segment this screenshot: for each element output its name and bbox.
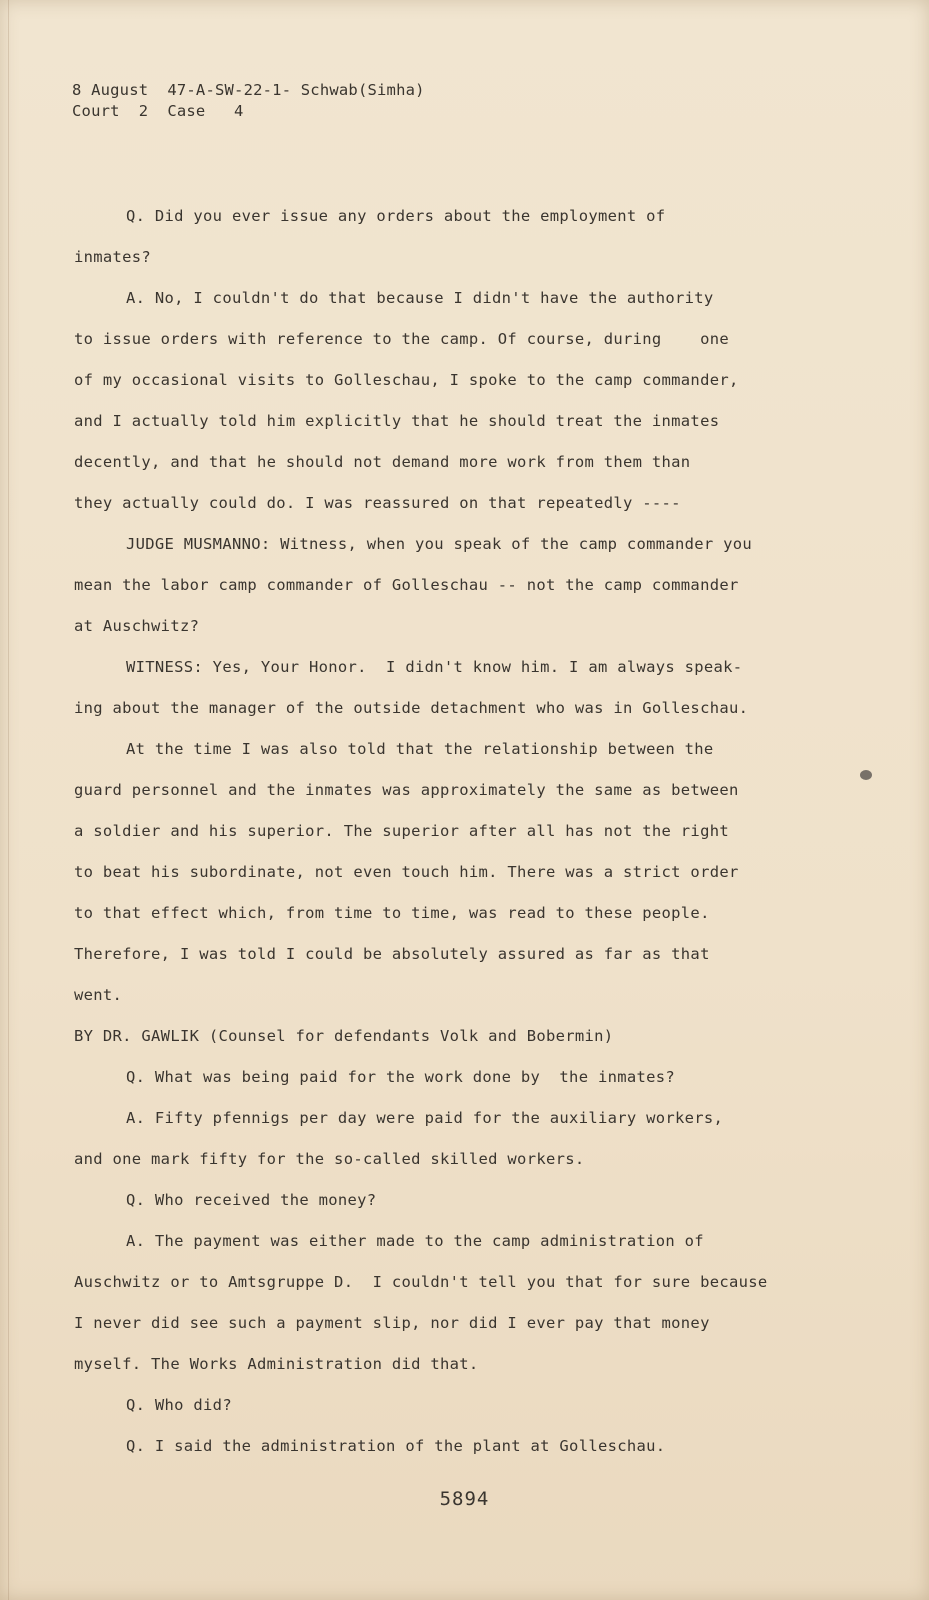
header-date-case-ref: 8 August 47-A-SW-22-1- Schwab(Simha) [72, 81, 425, 99]
transcript-line: mean the labor camp commander of Golleschau -- not the camp commander [74, 576, 739, 594]
transcript-line: ing about the manager of the outside detachment who was in Golleschau. [74, 699, 749, 717]
page-edge-line [8, 0, 9, 1600]
transcript-line: A. The payment was either made to the camp administration of [126, 1232, 704, 1250]
document-header [72, 80, 425, 122]
transcript-line: myself. The Works Administration did that. [74, 1355, 479, 1373]
transcript-line: WITNESS: Yes, Your Honor. I didn't know him. I am always speak- [126, 658, 743, 676]
page-number: 5894 [439, 1488, 490, 1510]
transcript-line: and one mark fifty for the so-called skilled workers. [74, 1150, 585, 1168]
transcript-line: to that effect which, from time to time, was read to these people. [74, 904, 710, 922]
transcript-line: Auschwitz or to Amtsgruppe D. I couldn't tell you that for sure because [74, 1273, 768, 1291]
transcript-line: to issue orders with reference to the camp. Of course, during one [74, 330, 729, 348]
transcript-line: guard personnel and the inmates was approximately the same as between [74, 781, 739, 799]
transcript-line: A. Fifty pfennigs per day were paid for the auxiliary workers, [126, 1109, 724, 1127]
transcript-line: they actually could do. I was reassured on that repeatedly ---- [74, 494, 681, 512]
transcript-line: Q. Who did? [126, 1396, 232, 1414]
transcript-line: Q. Who received the money? [126, 1191, 377, 1209]
transcript-line: of my occasional visits to Golleschau, I spoke to the camp commander, [74, 371, 739, 389]
transcript-line: I never did see such a payment slip, nor did I ever pay that money [74, 1314, 710, 1332]
transcript-line: inmates? [74, 248, 152, 266]
transcript-line: went. [74, 986, 123, 1004]
transcript-line: decently, and that he should not demand more work from them than [74, 453, 691, 471]
transcript-line: Q. What was being paid for the work done by the inmates? [126, 1068, 676, 1086]
transcript-line: to beat his subordinate, not even touch him. There was a strict order [74, 863, 739, 881]
transcript-body [74, 196, 834, 1467]
transcript-line: and I actually told him explicitly that he should treat the inmates [74, 412, 720, 430]
transcript-line: a soldier and his superior. The superior after all has not the right [74, 822, 729, 840]
transcript-line: Q. Did you ever issue any orders about the employment of [126, 207, 666, 225]
transcript-line: JUDGE MUSMANNO: Witness, when you speak of the camp commander you [126, 535, 753, 553]
ink-spot [860, 770, 872, 780]
transcript-line: A. No, I couldn't do that because I didn't have the authority [126, 289, 714, 307]
transcript-line: Therefore, I was told I could be absolutely assured as far as that [74, 945, 710, 963]
transcript-line: Q. I said the administration of the plant at Golleschau. [126, 1437, 666, 1455]
header-court-case: Court 2 Case 4 [72, 102, 244, 120]
transcript-line: At the time I was also told that the relationship between the [126, 740, 714, 758]
transcript-line: at Auschwitz? [74, 617, 200, 635]
transcript-line: BY DR. GAWLIK (Counsel for defendants Volk and Bobermin) [74, 1027, 614, 1045]
